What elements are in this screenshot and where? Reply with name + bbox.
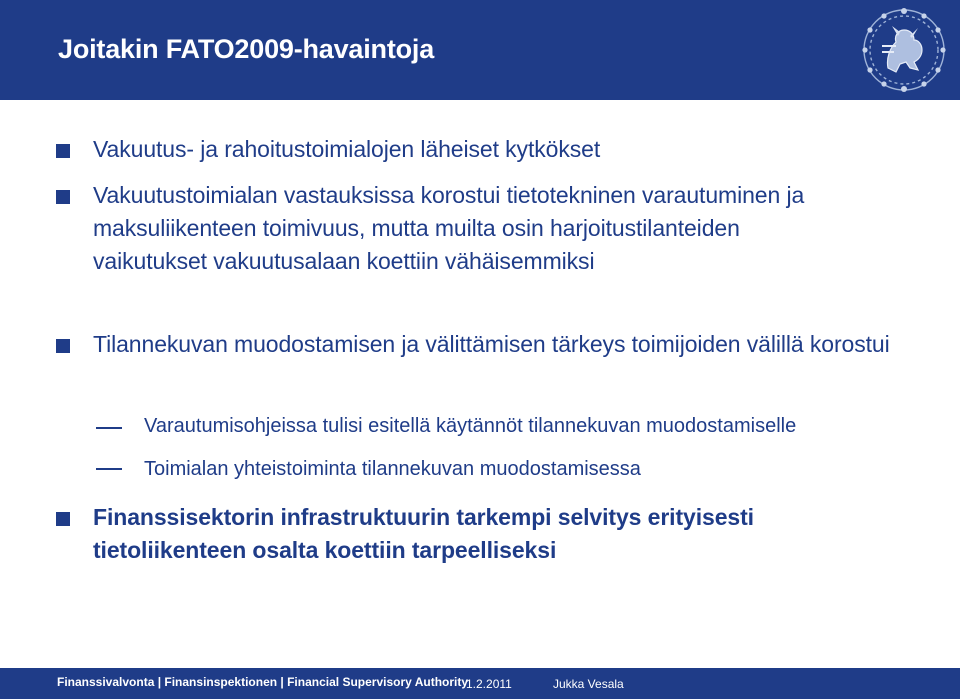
- bullet-item-2: Vakuutustoimialan vastauksissa korostui tietotekninen varautuminen ja maksuliikenteen toimivuus, mutta muilta osin harjoitustilanteiden vaikutukset vakuutusalaan koettiin vähäisemmiksi: [93, 182, 805, 274]
- bullet-item-4: Finanssisektorin infrastruktuurin tarkempi selvitys erityisesti tietoliikenteen osalta koettiin tarpeelliseksi: [93, 504, 754, 563]
- bullet-marker: [56, 190, 70, 204]
- bullet-marker: [56, 144, 70, 158]
- bullet-marker: [56, 339, 70, 353]
- header-bar: [0, 0, 960, 100]
- bullet-item-1: Vakuutus- ja rahoitustoimialojen läheiset kytkökset: [93, 136, 601, 162]
- bullet-item-3: Tilannekuvan muodostamisen ja välittämisen tärkeys toimijoiden välillä korostui: [93, 331, 890, 357]
- footer-organization: Finanssivalvonta | Finansinspektionen | Financial Supervisory Authority: [57, 675, 469, 689]
- sub-bullet-item-1: Varautumisohjeissa tulisi esitellä käytännöt tilannekuvan muodostamiselle: [144, 415, 797, 437]
- sub-bullet-dash: [96, 427, 122, 429]
- sub-bullet-dash: [96, 468, 122, 470]
- bullet-marker: [56, 512, 70, 526]
- slide-title: Joitakin FATO2009-havaintoja: [58, 34, 435, 64]
- sub-bullet-item-2: Toimialan yhteistoiminta tilannekuvan muodostamisessa: [144, 458, 641, 480]
- lion-emblem-icon: [852, 2, 956, 98]
- footer-author: Jukka Vesala: [553, 677, 624, 691]
- footer-date: 1.2.2011: [466, 677, 512, 691]
